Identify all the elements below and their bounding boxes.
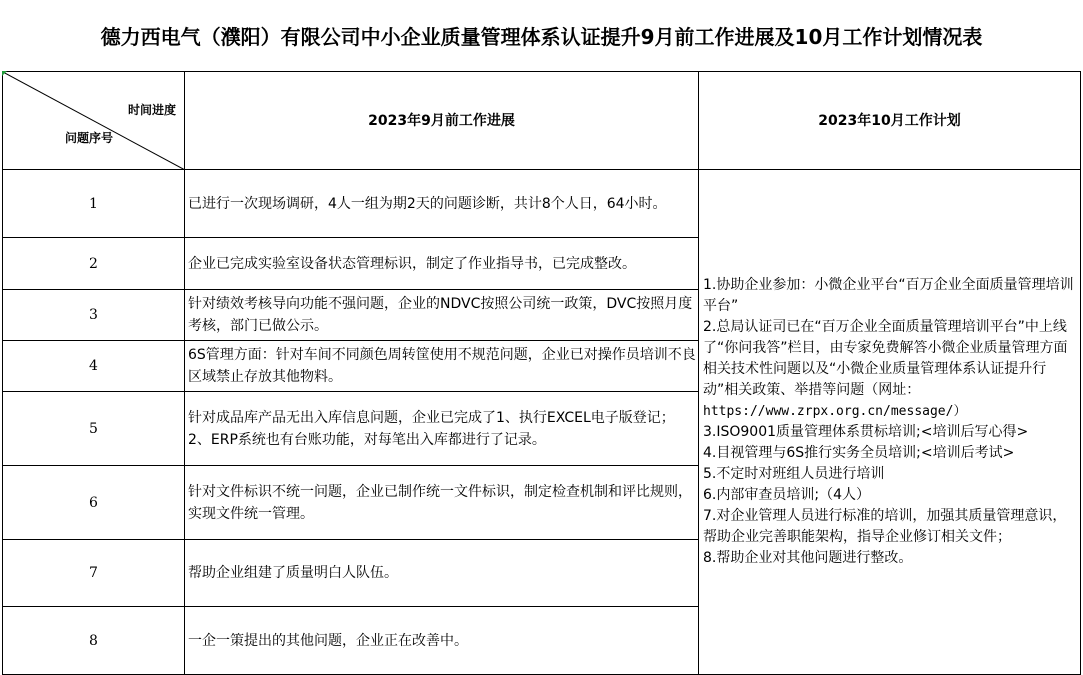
row-progress: 企业已完成实验室设备状态管理标识，制定了作业指导书，已完成整改。 xyxy=(185,238,699,290)
row-progress: 6S管理方面：针对车间不同颜色周转筐使用不规范问题，企业已对操作员培训不良区域禁止存放其他物料。 xyxy=(185,341,699,392)
header-issue-number: 问题序号 xyxy=(65,131,114,145)
row-progress: 已进行一次现场调研，4人一组为期2天的问题诊断，共计8个人日，64小时。 xyxy=(185,170,699,238)
row-number: 4 xyxy=(3,341,185,392)
plan-item: 6.内部审查员培训;（4人） xyxy=(703,487,870,503)
row-progress: 针对成品库产品无出入库信息问题，企业已完成了1、执行EXCEL电子版登记；2、ERP系统也有台账功能，对每笔出入库都进行了记录。 xyxy=(185,392,699,466)
plan-item: 1.协助企业参加：小微企业平台“百万企业全面质量管理培训平台” xyxy=(703,277,1074,314)
row-number: 3 xyxy=(3,290,185,341)
row-number: 1 xyxy=(3,170,185,238)
row-number: 8 xyxy=(3,607,185,675)
diagonal-line xyxy=(3,72,185,170)
table-row xyxy=(3,170,1081,238)
plan-cell xyxy=(699,170,1081,675)
page-title: 德力西电气（濮阳）有限公司中小企业质量管理体系认证提升9月前工作进展及10月工作计划情况表 xyxy=(100,24,983,49)
plan-item: 8.帮助企业对其他问题进行整改。 xyxy=(703,550,913,566)
cell-comment-marker xyxy=(2,71,7,76)
plan-item: 7.对企业管理人员进行标准的培训，加强其质量管理意识，帮助企业完善职能架构，指导企业修订相关文件； xyxy=(703,508,1067,545)
row-number: 5 xyxy=(3,392,185,466)
row-progress: 帮助企业组建了质量明白人队伍。 xyxy=(185,540,699,607)
header-plan: 2023年10月工作计划 xyxy=(699,72,1081,170)
plan-item-url: https://www.zrpx.org.cn/message/） xyxy=(703,404,967,419)
header-time-progress: 时间进度 xyxy=(127,103,176,117)
header-progress: 2023年9月前工作进展 xyxy=(185,72,699,170)
row-number: 7 xyxy=(3,540,185,607)
plan-item: 4.目视管理与6S推行实务全员培训;<培训后考试> xyxy=(703,445,1015,461)
row-progress: 针对文件标识不统一问题，企业已制作统一文件标识，制定检查机制和评比规则，实现文件统一管理。 xyxy=(185,466,699,540)
row-number: 2 xyxy=(3,238,185,290)
row-progress: 一企一策提出的其他问题，企业正在改善中。 xyxy=(185,607,699,675)
progress-table xyxy=(2,71,1081,675)
row-progress: 针对绩效考核导向功能不强问题，企业的NDVC按照公司统一政策，DVC按照月度考核，部门已做公示。 xyxy=(185,290,699,341)
diagonal-header-cell xyxy=(3,72,185,170)
header-row xyxy=(3,72,1081,170)
plan-item: 3.ISO9001质量管理体系贯标培训;<培训后写心得> xyxy=(703,424,1029,440)
plan-item: 2.总局认证司已在“百万企业全面质量管理培训平台”中上线了“你问我答”栏目，由专家免费解答小微企业质量管理方面相关技术性问题以及“小微企业质量管理体系认证提升行动”相关政策、举措等问题（网址： xyxy=(703,319,1068,398)
row-number: 6 xyxy=(3,466,185,540)
plan-item: 5.不定时对班组人员进行培训 xyxy=(703,466,885,482)
